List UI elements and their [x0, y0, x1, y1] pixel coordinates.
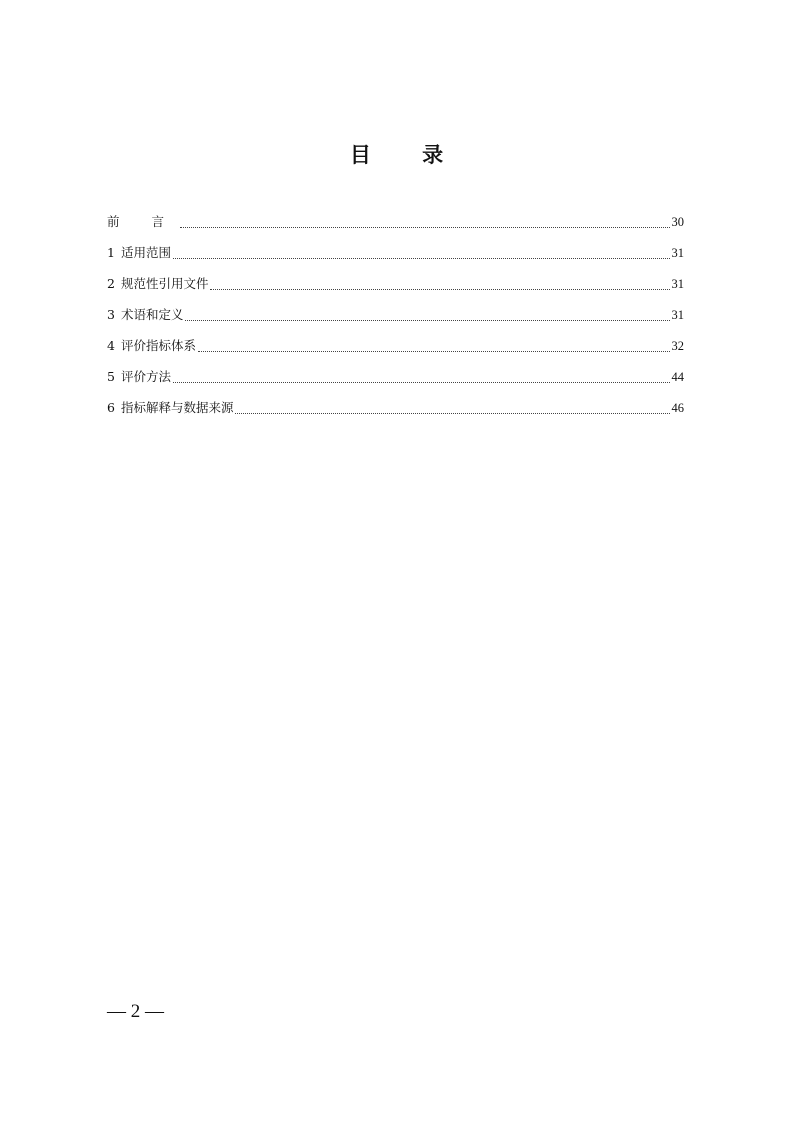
- toc-item-terms-definitions[interactable]: [107, 303, 684, 334]
- toc-item-page: 31: [671, 277, 684, 291]
- toc-item-indicator-system[interactable]: [107, 334, 684, 365]
- toc-leader-dots: [185, 319, 669, 321]
- toc-item-number: 6: [107, 400, 115, 415]
- table-of-contents: [107, 210, 684, 427]
- toc-item-indicator-explanation[interactable]: [107, 396, 684, 427]
- toc-item-number: 4: [107, 338, 115, 353]
- toc-item-page: 31: [671, 246, 684, 260]
- page-title: 目 录: [349, 143, 466, 167]
- toc-leader-dots: [198, 350, 670, 352]
- toc-item-label: 指标解释与数据来源: [120, 400, 234, 415]
- toc-item-page: 46: [671, 401, 684, 415]
- toc-item-label: 评价指标体系: [120, 338, 196, 353]
- toc-leader-dots: [173, 257, 670, 259]
- toc-item-number: 3: [107, 307, 115, 322]
- toc-item-label: 适用范围: [120, 245, 171, 260]
- toc-leader-dots: [173, 381, 670, 383]
- toc-item-label: 规范性引用文件: [120, 276, 209, 291]
- toc-item-page: 30: [671, 215, 684, 229]
- toc-item-label: 前 言: [107, 214, 178, 229]
- toc-item-normative-references[interactable]: [107, 272, 684, 303]
- toc-leader-dots: [235, 412, 669, 414]
- toc-item-label: 术语和定义: [120, 307, 184, 322]
- toc-item-label: 评价方法: [120, 369, 171, 384]
- toc-leader-dots: [210, 288, 669, 290]
- toc-item-scope[interactable]: [107, 241, 684, 272]
- page-number: — 2 —: [107, 1001, 164, 1022]
- toc-item-number: 5: [107, 369, 115, 384]
- toc-item-page: 44: [671, 370, 684, 384]
- toc-item-number: 1: [107, 245, 115, 260]
- toc-item-preface[interactable]: [107, 210, 684, 241]
- toc-leader-dots: [180, 226, 670, 228]
- toc-item-evaluation-method[interactable]: [107, 365, 684, 396]
- toc-item-page: 32: [671, 339, 684, 353]
- toc-item-number: 2: [107, 276, 115, 291]
- toc-item-page: 31: [671, 308, 684, 322]
